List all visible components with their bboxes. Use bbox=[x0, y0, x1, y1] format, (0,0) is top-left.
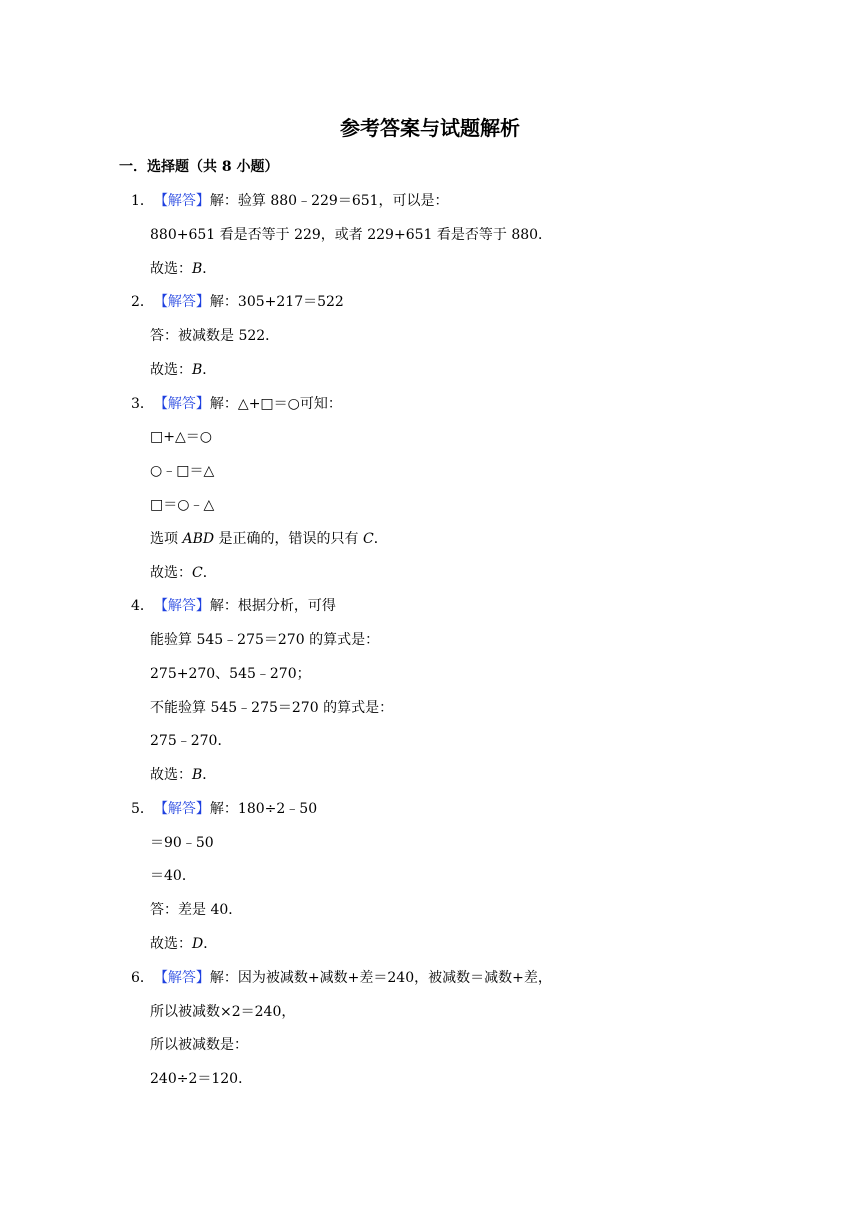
choice-prefix: 故选： bbox=[150, 936, 192, 952]
answer-text: 解：验算 880﹣229＝651，可以是： bbox=[209, 193, 449, 209]
question-6-header bbox=[131, 968, 552, 988]
choice-line bbox=[150, 563, 217, 583]
question-3-header bbox=[131, 394, 342, 414]
choice-line bbox=[150, 765, 216, 785]
answer-line: 所以被减数×2＝240， bbox=[150, 1004, 296, 1020]
answer-line: ○﹣□＝△ bbox=[150, 463, 215, 479]
choice-line bbox=[150, 934, 217, 954]
choice-prefix: 故选： bbox=[150, 565, 192, 581]
choice-line bbox=[150, 259, 216, 279]
answer-line: 答：被减数是 522． bbox=[150, 328, 280, 344]
option-suffix: ． bbox=[373, 531, 388, 547]
answer-text: 解：180÷2﹣50 bbox=[209, 801, 318, 817]
answer-line: □＝○﹣△ bbox=[150, 497, 215, 513]
answer-line: ＝40． bbox=[150, 868, 196, 884]
answer-line: 275+270、545﹣270； bbox=[150, 666, 311, 682]
choice-prefix: 故选： bbox=[150, 362, 192, 378]
page-title: 参考答案与试题解析 bbox=[340, 116, 520, 140]
question-1-header bbox=[131, 191, 449, 211]
question-number: 2． bbox=[131, 294, 154, 310]
answer-tag: 【解答】 bbox=[153, 396, 210, 412]
question-5-header bbox=[131, 799, 317, 819]
option-letters: ABD bbox=[182, 531, 215, 547]
choice-suffix: ． bbox=[203, 936, 218, 952]
answer-tag: 【解答】 bbox=[153, 801, 210, 817]
option-prefix: 选项 bbox=[150, 531, 183, 547]
question-4-header bbox=[131, 596, 336, 616]
choice-suffix: ． bbox=[202, 565, 217, 581]
question-number: 1． bbox=[131, 193, 154, 209]
answer-tag: 【解答】 bbox=[153, 294, 210, 310]
choice-suffix: ． bbox=[202, 767, 217, 783]
option-mid: 是正确的，错误的只有 bbox=[214, 531, 363, 547]
answer-line: 不能验算 545﹣275＝270 的算式是： bbox=[150, 700, 394, 716]
answer-line: □+△＝○ bbox=[150, 429, 212, 445]
answer-line: ＝90﹣50 bbox=[150, 835, 214, 851]
choice-suffix: ． bbox=[202, 362, 217, 378]
choice-letter: B bbox=[192, 261, 203, 277]
answer-line: 能验算 545﹣275＝270 的算式是： bbox=[150, 632, 380, 648]
choice-letter: D bbox=[192, 936, 204, 952]
answer-tag: 【解答】 bbox=[153, 598, 210, 614]
question-2-header bbox=[131, 292, 344, 312]
option-line bbox=[150, 529, 388, 549]
answer-text: 解：305+217＝522 bbox=[209, 294, 344, 310]
answer-line: 240÷2＝120． bbox=[150, 1071, 253, 1087]
choice-suffix: ． bbox=[202, 261, 217, 277]
question-number: 4． bbox=[131, 598, 154, 614]
choice-prefix: 故选： bbox=[150, 767, 192, 783]
question-number: 6． bbox=[131, 970, 154, 986]
answer-line: 880+651 看是否等于 229，或者 229+651 看是否等于 880． bbox=[150, 227, 553, 243]
section-heading: 一．选择题（共 8 小题） bbox=[119, 159, 279, 175]
question-number: 3． bbox=[131, 396, 154, 412]
choice-prefix: 故选： bbox=[150, 261, 192, 277]
answer-line: 所以被减数是： bbox=[150, 1037, 248, 1053]
answer-tag: 【解答】 bbox=[153, 970, 210, 986]
option-letter-wrong: C bbox=[362, 531, 374, 547]
choice-letter: B bbox=[192, 362, 203, 378]
choice-letter: B bbox=[192, 767, 203, 783]
answer-text: 解：△+□＝○可知： bbox=[209, 396, 342, 412]
choice-line bbox=[150, 360, 216, 380]
choice-letter: C bbox=[192, 565, 203, 581]
answer-line: 答：差是 40． bbox=[150, 902, 243, 918]
answer-line: 275﹣270． bbox=[150, 733, 232, 749]
answer-text: 解：根据分析，可得 bbox=[209, 598, 336, 614]
answer-tag: 【解答】 bbox=[153, 193, 210, 209]
answer-text: 解：因为被减数+减数+差＝240，被减数＝减数+差， bbox=[209, 970, 552, 986]
question-number: 5． bbox=[131, 801, 154, 817]
